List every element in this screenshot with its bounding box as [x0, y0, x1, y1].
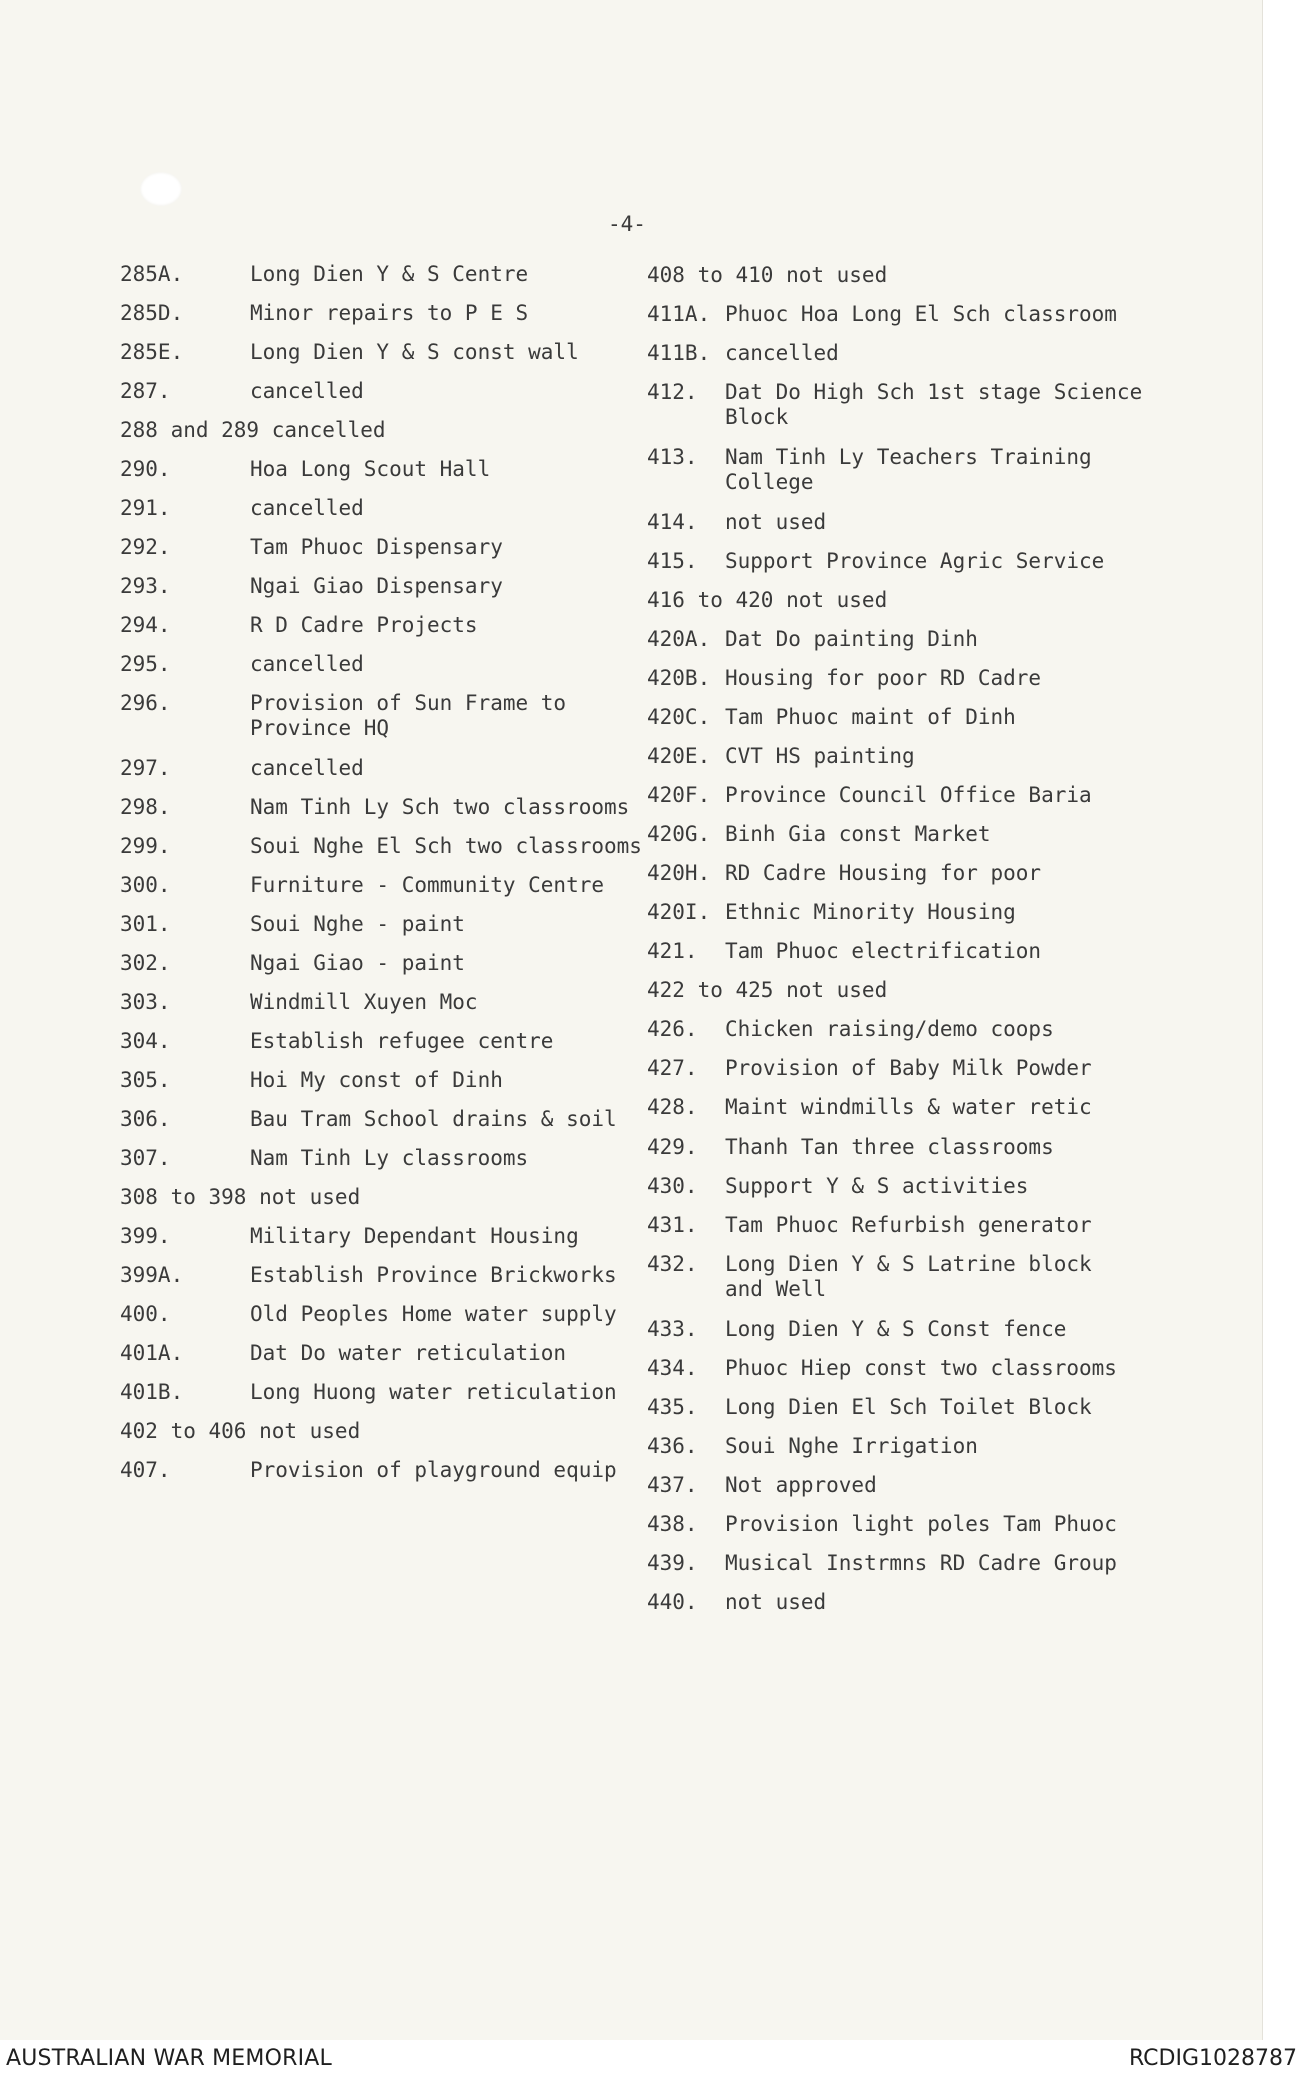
project-number: 414. [647, 510, 698, 534]
project-number: 420B. [647, 666, 711, 690]
description-line: Soui Nghe Irrigation [725, 1434, 978, 1458]
project-number: 432. [647, 1252, 698, 1276]
project-number: 399A. [120, 1263, 184, 1287]
description-line: Maint windmills & water retic [725, 1095, 1092, 1119]
project-description [725, 302, 1117, 327]
left-entry [120, 574, 503, 599]
right-entry [647, 380, 1142, 430]
description-line: cancelled [725, 341, 839, 365]
project-description [725, 744, 915, 769]
description-line: Ethnic Minority Housing [725, 900, 1016, 924]
project-description [250, 379, 364, 404]
description-line: Ngai Giao - paint [250, 951, 465, 975]
project-description [250, 834, 642, 859]
description-line: Provision light poles Tam Phuoc [725, 1512, 1117, 1536]
project-description [250, 1146, 528, 1171]
project-description [725, 1551, 1117, 1576]
project-number: 428. [647, 1095, 698, 1119]
right-entry [647, 1252, 1092, 1302]
description-line: Tam Phuoc electrification [725, 939, 1042, 963]
project-number: 285D. [120, 301, 184, 325]
project-number: 307. [120, 1146, 171, 1170]
project-number: 301. [120, 912, 171, 936]
entry-range-note: 416 to 420 not used [647, 588, 888, 612]
project-description [725, 510, 826, 535]
left-entry [120, 1029, 553, 1054]
right-entry [647, 1356, 1117, 1381]
project-description [725, 900, 1016, 925]
right-entry [647, 302, 1117, 327]
project-description [250, 301, 528, 326]
project-number: 401A. [120, 1341, 184, 1365]
right-entry [647, 1512, 1117, 1537]
description-line: Minor repairs to P E S [250, 301, 529, 325]
entry-range-note: 408 to 410 not used [647, 263, 888, 287]
footer-archive-name: AUSTRALIAN WAR MEMORIAL [6, 2046, 332, 2071]
right-entry [647, 341, 839, 366]
left-entry [120, 691, 566, 741]
project-number: 296. [120, 691, 171, 715]
description-line: RD Cadre Housing for poor [725, 861, 1042, 885]
left-entry [120, 1302, 617, 1327]
left-entry [120, 457, 490, 482]
project-description [725, 380, 1142, 430]
project-number: 421. [647, 939, 698, 963]
right-entry [647, 510, 826, 535]
description-line: Tam Phuoc maint of Dinh [725, 705, 1016, 729]
project-number: 437. [647, 1473, 698, 1497]
project-number: 285A. [120, 262, 184, 286]
project-number: 295. [120, 652, 171, 676]
project-number: 290. [120, 457, 171, 481]
description-line: College [725, 470, 814, 494]
right-entry [647, 1095, 1092, 1120]
left-entry [120, 795, 629, 820]
entry-range-note: 422 to 425 not used [647, 978, 888, 1002]
project-number: 420H. [647, 861, 711, 885]
right-entry [647, 900, 1016, 925]
project-description [725, 1434, 978, 1459]
project-number: 412. [647, 380, 698, 404]
left-entry [120, 1224, 579, 1249]
description-line: Housing for poor RD Cadre [725, 666, 1042, 690]
project-number: 287. [120, 379, 171, 403]
description-line: Ngai Giao Dispensary [250, 574, 503, 598]
project-description [725, 666, 1041, 691]
project-number: 297. [120, 756, 171, 780]
page-number: -4- [608, 212, 646, 236]
project-description [725, 549, 1104, 574]
project-description [250, 912, 465, 937]
right-entry [647, 1213, 1092, 1238]
right-entry [647, 1434, 978, 1459]
right-entry [647, 627, 978, 652]
left-entry [120, 1068, 503, 1093]
left-entry [120, 340, 579, 365]
left-entry [120, 873, 604, 898]
project-number: 436. [647, 1434, 698, 1458]
description-line: cancelled [250, 652, 364, 676]
description-line: Establish refugee centre [250, 1029, 554, 1053]
punch-hole [140, 172, 182, 206]
project-number: 294. [120, 613, 171, 637]
project-description [250, 613, 478, 638]
description-line: not used [725, 1590, 827, 1614]
project-number: 413. [647, 445, 698, 469]
project-description [725, 783, 1092, 808]
project-description [250, 1341, 566, 1366]
right-entry [647, 1017, 1054, 1042]
description-line: Province Council Office Baria [725, 783, 1092, 807]
entry-range-note: 308 to 398 not used [120, 1185, 361, 1209]
description-line: Dat Do High Sch 1st stage Science [725, 380, 1143, 404]
description-line: Hoa Long Scout Hall [250, 457, 491, 481]
project-number: 430. [647, 1174, 698, 1198]
project-description [725, 1590, 826, 1615]
project-number: 299. [120, 834, 171, 858]
project-description [250, 1458, 617, 1483]
description-line: Tam Phuoc Refurbish generator [725, 1213, 1092, 1237]
description-line: Soui Nghe - paint [250, 912, 465, 936]
description-line: Soui Nghe El Sch two classrooms [250, 834, 642, 858]
project-description [725, 1252, 1092, 1302]
project-number: 420C. [647, 705, 711, 729]
right-entry [647, 783, 1092, 808]
project-description [725, 939, 1041, 964]
project-description [250, 691, 566, 741]
project-number: 440. [647, 1590, 698, 1614]
description-line: Long Dien Y & S Latrine block [725, 1252, 1092, 1276]
project-description [250, 951, 465, 976]
entry-range-note: 402 to 406 not used [120, 1419, 361, 1443]
project-description [725, 1056, 1092, 1081]
project-number: 429. [647, 1135, 698, 1159]
right-entry [647, 861, 1041, 886]
project-number: 427. [647, 1056, 698, 1080]
description-line: Long Dien Y & S Centre [250, 262, 529, 286]
project-description [725, 1095, 1092, 1120]
project-number: 291. [120, 496, 171, 520]
project-description [250, 457, 490, 482]
project-number: 433. [647, 1317, 698, 1341]
description-line: Provision of playground equip [250, 1458, 617, 1482]
project-number: 298. [120, 795, 171, 819]
project-number: 420F. [647, 783, 711, 807]
left-entry [120, 379, 364, 404]
left-entry [120, 1107, 617, 1132]
project-number: 420E. [647, 744, 711, 768]
project-description [725, 1213, 1092, 1238]
right-entry [647, 1590, 826, 1615]
project-description [250, 574, 503, 599]
description-line: Provision of Sun Frame to [250, 691, 567, 715]
left-entry [120, 613, 478, 638]
project-description [250, 496, 364, 521]
left-entry [120, 834, 642, 859]
project-description [725, 705, 1016, 730]
project-number: 420A. [647, 627, 711, 651]
project-number: 438. [647, 1512, 698, 1536]
description-line: Dat Do water reticulation [250, 1341, 567, 1365]
project-description [725, 861, 1041, 886]
description-line: CVT HS painting [725, 744, 915, 768]
project-number: 293. [120, 574, 171, 598]
project-number: 304. [120, 1029, 171, 1053]
project-number: 399. [120, 1224, 171, 1248]
description-line: Long Dien Y & S Const fence [725, 1317, 1067, 1341]
description-line: Nam Tinh Ly Sch two classrooms [250, 795, 630, 819]
project-description [250, 1107, 617, 1132]
description-line: Military Dependant Housing [250, 1224, 579, 1248]
project-number: 407. [120, 1458, 171, 1482]
project-description [250, 873, 604, 898]
project-description [250, 795, 629, 820]
left-entry [120, 1263, 617, 1288]
project-description [725, 1473, 877, 1498]
description-line: Province HQ [250, 716, 390, 740]
description-line: Provision of Baby Milk Powder [725, 1056, 1092, 1080]
project-number: 435. [647, 1395, 698, 1419]
description-line: Phuoc Hoa Long El Sch classroom [725, 302, 1117, 326]
project-description [725, 1174, 1028, 1199]
left-entry [120, 756, 364, 781]
left-entry [120, 418, 386, 443]
project-description [725, 445, 1092, 495]
project-description [725, 1395, 1092, 1420]
right-entry [647, 263, 887, 288]
description-line: Block [725, 405, 789, 429]
project-description [725, 1135, 1054, 1160]
left-entry [120, 262, 528, 287]
right-entry [647, 1317, 1066, 1342]
left-entry [120, 951, 465, 976]
description-line: Support Y & S activities [725, 1174, 1029, 1198]
project-description [725, 822, 991, 847]
description-line: Thanh Tan three classrooms [725, 1135, 1054, 1159]
left-entry [120, 652, 364, 677]
right-entry [647, 1056, 1092, 1081]
project-number: 415. [647, 549, 698, 573]
right-entry [647, 1473, 877, 1498]
project-number: 426. [647, 1017, 698, 1041]
right-entry [647, 1395, 1092, 1420]
right-entry [647, 1551, 1117, 1576]
description-line: Phuoc Hiep const two classrooms [725, 1356, 1117, 1380]
project-number: 292. [120, 535, 171, 559]
left-entry [120, 301, 528, 326]
project-number: 400. [120, 1302, 171, 1326]
project-description [725, 1017, 1054, 1042]
project-number: 431. [647, 1213, 698, 1237]
project-description [725, 341, 839, 366]
left-entry [120, 496, 364, 521]
right-entry [647, 666, 1041, 691]
project-number: 411A. [647, 302, 711, 326]
project-number: 302. [120, 951, 171, 975]
description-line: not used [725, 510, 827, 534]
project-description [250, 1302, 617, 1327]
project-description [250, 1224, 579, 1249]
project-description [250, 340, 579, 365]
project-description [250, 262, 528, 287]
left-entry [120, 1341, 566, 1366]
description-line: cancelled [250, 496, 364, 520]
description-line: Old Peoples Home water supply [250, 1302, 617, 1326]
project-description [725, 1317, 1066, 1342]
description-line: Nam Tinh Ly classrooms [250, 1146, 529, 1170]
right-entry [647, 822, 991, 847]
right-entry [647, 1135, 1054, 1160]
left-entry [120, 1185, 360, 1210]
right-entry [647, 445, 1092, 495]
right-entry [647, 744, 915, 769]
project-number: 401B. [120, 1380, 184, 1404]
project-description [725, 1512, 1117, 1537]
right-entry [647, 1174, 1028, 1199]
left-entry [120, 1419, 360, 1444]
description-line: Support Province Agric Service [725, 549, 1105, 573]
project-number: 285E. [120, 340, 184, 364]
project-number: 303. [120, 990, 171, 1014]
left-entry [120, 1458, 617, 1483]
project-description [250, 990, 478, 1015]
description-line: R D Cadre Projects [250, 613, 478, 637]
description-line: cancelled [250, 756, 364, 780]
right-entry [647, 705, 1016, 730]
project-description [250, 1068, 503, 1093]
description-line: Furniture - Community Centre [250, 873, 605, 897]
left-entry [120, 1146, 528, 1171]
right-entry [647, 549, 1104, 574]
description-line: Binh Gia const Market [725, 822, 991, 846]
description-line: Musical Instrmns RD Cadre Group [725, 1551, 1117, 1575]
left-entry [120, 535, 503, 560]
description-line: Establish Province Brickworks [250, 1263, 617, 1287]
description-line: and Well [725, 1277, 827, 1301]
description-line: Chicken raising/demo coops [725, 1017, 1054, 1041]
project-description [250, 1263, 617, 1288]
description-line: Hoi My const of Dinh [250, 1068, 503, 1092]
left-entry [120, 990, 478, 1015]
description-line: Long Huong water reticulation [250, 1380, 617, 1404]
project-number: 434. [647, 1356, 698, 1380]
footer-reference-id: RCDIG1028787 [1128, 2046, 1297, 2071]
description-line: Windmill Xuyen Moc [250, 990, 478, 1014]
left-entry [120, 912, 465, 937]
description-line: cancelled [250, 379, 364, 403]
project-description [250, 1029, 553, 1054]
project-description [725, 627, 978, 652]
description-line: Long Dien Y & S const wall [250, 340, 579, 364]
right-entry [647, 588, 887, 613]
project-number: 439. [647, 1551, 698, 1575]
project-number: 305. [120, 1068, 171, 1092]
description-line: Long Dien El Sch Toilet Block [725, 1395, 1092, 1419]
right-entry [647, 978, 887, 1003]
description-line: Bau Tram School drains & soil [250, 1107, 617, 1131]
project-number: 420I. [647, 900, 711, 924]
description-line: Dat Do painting Dinh [725, 627, 978, 651]
description-line: Not approved [725, 1473, 877, 1497]
project-number: 420G. [647, 822, 711, 846]
left-entry [120, 1380, 617, 1405]
project-description [250, 1380, 617, 1405]
description-line: Nam Tinh Ly Teachers Training [725, 445, 1092, 469]
entry-range-note: 288 and 289 cancelled [120, 418, 386, 442]
project-description [725, 1356, 1117, 1381]
right-entry [647, 939, 1041, 964]
project-description [250, 652, 364, 677]
project-number: 411B. [647, 341, 711, 365]
description-line: Tam Phuoc Dispensary [250, 535, 503, 559]
project-number: 306. [120, 1107, 171, 1131]
project-description [250, 535, 503, 560]
project-number: 300. [120, 873, 171, 897]
project-description [250, 756, 364, 781]
